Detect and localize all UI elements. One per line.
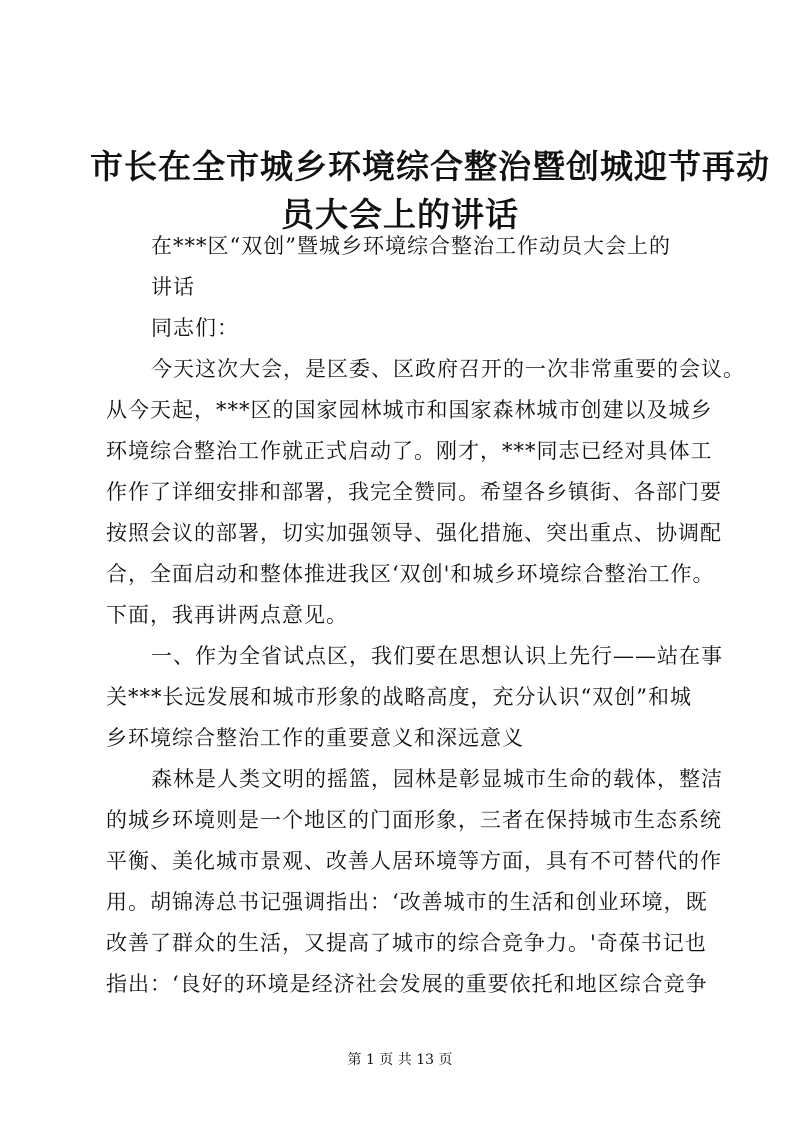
section-heading-line: 一、作为全省试点区，我们要在思想认识上先行——站在事 [151, 644, 723, 668]
paragraph-line: 今天这次大会，是区委、区政府召开的一次非常重要的会议。 [151, 357, 745, 381]
paragraph-line: 下面，我再讲两点意见。 [106, 603, 348, 627]
paragraph-line: 按照会议的部署，切实加强领导、强化措施、突出重点、协调配 [106, 521, 722, 545]
paragraph-line: 的城乡环境则是一个地区的门面形象，三者在保持城市生态系统 [106, 808, 722, 832]
paragraph-line: 改善了群众的生活，又提高了城市的综合竞争力。'奇葆书记也 [106, 931, 707, 955]
paragraph-line: 用。胡锦涛总书记强调指出：‘改善城市的生活和创业环境，既 [106, 890, 708, 914]
section-heading-line: 关***长远发展和城市形象的战略高度，充分认识“双创”和城 [106, 685, 692, 709]
title-line-2: 员大会上的讲话 [281, 195, 519, 234]
subtitle-line-1: 在***区“双创”暨城乡环境综合整治工作动员大会上的 [151, 234, 671, 258]
paragraph-line: 合，全面启动和整体推进我区‘双创'和城乡环境综合整治工作。 [106, 562, 715, 586]
title-line-1: 市长在全市城乡环境综合整治暨创城迎节再动 [90, 147, 770, 186]
paragraph-line: 作作了详细安排和部署，我完全赞同。希望各乡镇街、各部门要 [106, 480, 722, 504]
paragraph-line: 指出：‘良好的环境是经济社会发展的重要依托和地区综合竞争 [106, 972, 708, 996]
section-heading-line: 乡环境综合整治工作的重要意义和深远意义 [106, 726, 524, 750]
salutation: 同志们： [151, 316, 239, 340]
page-number-footer: 第 1 页 共 13 页 [347, 1052, 453, 1068]
paragraph-line: 平衡、美化城市景观、改善人居环境等方面，具有不可替代的作 [106, 849, 722, 873]
document-title [90, 143, 770, 239]
paragraph-line: 环境综合整治工作就正式启动了。刚才，***同志已经对具体工 [106, 439, 713, 463]
subtitle-line-2: 讲话 [151, 275, 195, 299]
paragraph-line: 从今天起，***区的国家园林城市和国家森林城市创建以及城乡 [106, 398, 713, 422]
paragraph-line: 森林是人类文明的摇篮，园林是彰显城市生命的载体，整洁 [151, 767, 723, 791]
